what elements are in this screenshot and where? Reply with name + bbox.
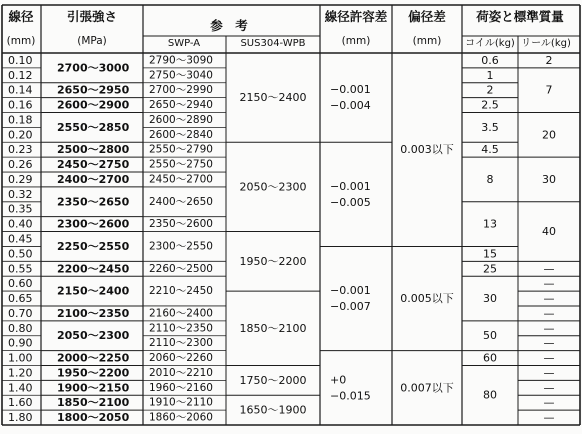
wire-diameter-cell: 0.18 (8, 113, 33, 127)
tensile-strength-cell: 2000～2250 (57, 351, 130, 365)
ovality-cell: 0.005以下 (400, 292, 454, 306)
swp-cell: 2650～2940 (149, 99, 213, 112)
swp-cell: 2110～2350 (149, 322, 213, 335)
wire-diameter-cell: 1.20 (8, 366, 33, 380)
reel-weight-cell: — (543, 396, 555, 410)
tolerance-upper: +0 (330, 373, 347, 387)
coil-weight-cell: 13 (483, 217, 497, 231)
swp-cell: 2300～2550 (149, 240, 213, 253)
tensile-strength-cell: 2350～2650 (57, 195, 130, 209)
swp-cell: 2700～2990 (149, 84, 213, 97)
swp-cell: 2400～2650 (149, 195, 213, 208)
tensile-strength-cell: 2100～2350 (57, 306, 130, 320)
swp-cell: 2790～3090 (149, 54, 213, 67)
wire-diameter-cell: 0.26 (8, 158, 33, 172)
sus-cell: 1650～1900 (239, 403, 307, 417)
swp-cell: 1910～2110 (149, 396, 213, 409)
header-package-weight: 荷姿と標準質量 (476, 9, 564, 24)
header-ref-sus: SUS304-WPB (240, 38, 306, 49)
swp-cell: 2600～2890 (149, 113, 213, 126)
wire-diameter-cell: 0.80 (8, 321, 33, 335)
swp-cell: 2010～2210 (149, 366, 213, 379)
header-tensile-strength: 引張強さ (66, 9, 118, 24)
tensile-strength-cell: 1950～2200 (57, 366, 130, 380)
tensile-strength-cell: 2500～2800 (57, 143, 130, 157)
wire-diameter-cell: 1.60 (8, 396, 33, 410)
sus-cell: 2050～2300 (239, 180, 307, 194)
swp-cell: 2600～2840 (149, 128, 213, 141)
coil-weight-cell: 15 (483, 247, 497, 261)
swp-cell: 2350～2600 (149, 218, 213, 231)
table-body (8, 54, 556, 424)
header-diameter-tolerance-unit: (mm) (341, 35, 371, 47)
sus-cell: 2150～2400 (239, 91, 307, 105)
tensile-strength-cell: 2700～3000 (57, 61, 130, 75)
reel-weight-cell: — (543, 262, 555, 276)
tensile-strength-cell: 1900～2150 (57, 381, 130, 395)
header-wire-diameter-unit: (mm) (6, 35, 36, 47)
swp-cell: 2060～2260 (149, 352, 213, 365)
wire-diameter-cell: 0.50 (8, 247, 33, 261)
swp-cell: 2450～2700 (149, 173, 213, 186)
coil-weight-cell: 2 (486, 83, 494, 97)
tolerance-upper: −0.001 (330, 83, 371, 97)
tensile-strength-cell: 2450～2750 (57, 158, 130, 172)
tolerance-upper: −0.001 (330, 179, 371, 193)
swp-cell: 2260～2500 (149, 262, 213, 275)
coil-weight-cell: 60 (483, 351, 497, 365)
sus-cell: 1750～2000 (239, 373, 307, 387)
coil-weight-cell: 1 (486, 68, 494, 82)
tensile-strength-cell: 2050～2300 (57, 329, 130, 343)
wire-diameter-cell: 0.32 (8, 187, 33, 201)
wire-diameter-cell: 0.29 (8, 172, 33, 186)
reel-weight-cell: — (543, 336, 555, 350)
tolerance-lower: −0.007 (330, 300, 371, 314)
header-ovality-unit: (mm) (412, 35, 442, 47)
wire-diameter-cell: 0.65 (8, 292, 33, 306)
wire-diameter-cell: 0.16 (8, 98, 33, 112)
wire-diameter-cell: 0.55 (8, 262, 33, 276)
header-coil: コイル(kg) (465, 38, 515, 49)
swp-cell: 1960～2160 (149, 381, 213, 394)
swp-cell: 2210～2450 (149, 285, 213, 298)
swp-cell: 2550～2750 (149, 158, 213, 171)
reel-weight-cell: — (543, 321, 555, 335)
reel-weight-cell: — (543, 381, 555, 395)
tensile-strength-cell: 2400～2700 (57, 172, 130, 186)
swp-cell: 1860～2060 (149, 411, 213, 424)
sus-cell: 1850～2100 (239, 321, 307, 335)
coil-weight-cell: 80 (483, 388, 497, 402)
tolerance-upper: −0.001 (330, 284, 371, 298)
wire-diameter-cell: 0.14 (8, 83, 33, 97)
wire-diameter-cell: 0.10 (8, 53, 33, 67)
reel-weight-cell: 40 (542, 225, 556, 239)
tolerance-lower: −0.004 (330, 99, 371, 113)
header-reel: リール(kg) (521, 38, 571, 49)
wire-diameter-cell: 0.35 (8, 202, 33, 216)
wire-diameter-cell: 0.40 (8, 217, 33, 231)
wire-diameter-cell: 1.80 (8, 411, 33, 425)
tensile-strength-cell: 2300～2600 (57, 217, 130, 231)
reel-weight-cell: 2 (545, 53, 553, 67)
tensile-strength-cell: 2650～2950 (57, 83, 130, 97)
wire-diameter-cell: 1.40 (8, 381, 33, 395)
coil-weight-cell: 3.5 (481, 120, 499, 134)
ovality-cell: 0.003以下 (400, 143, 454, 157)
header-tensile-strength-unit: (MPa) (77, 35, 107, 47)
tensile-strength-cell: 2600～2900 (57, 98, 130, 112)
wire-diameter-cell: 0.90 (8, 336, 33, 350)
reel-weight-cell: — (543, 366, 555, 380)
wire-diameter-cell: 0.45 (8, 232, 33, 246)
wire-diameter-cell: 1.00 (8, 351, 33, 365)
reel-weight-cell: — (543, 292, 555, 306)
tensile-strength-cell: 1850～2100 (57, 396, 130, 410)
reel-weight-cell: — (543, 306, 555, 320)
coil-weight-cell: 50 (483, 329, 497, 343)
swp-cell: 2110～2300 (149, 337, 213, 350)
reel-weight-cell: 7 (545, 83, 553, 97)
tensile-strength-cell: 2250～2550 (57, 239, 130, 253)
coil-weight-cell: 30 (483, 292, 497, 306)
tensile-strength-cell: 2200～2450 (57, 262, 130, 276)
coil-weight-cell: 0.6 (481, 53, 499, 67)
wire-diameter-cell: 0.70 (8, 306, 33, 320)
header-diameter-tolerance: 線径許容差 (324, 9, 388, 24)
tensile-strength-cell: 2150～2400 (57, 284, 130, 298)
reel-weight-cell: 30 (542, 172, 556, 186)
coil-weight-cell: 25 (483, 262, 497, 276)
reel-weight-cell: — (543, 411, 555, 425)
tolerance-lower: −0.005 (330, 195, 371, 209)
header-wire-diameter: 線径 (8, 9, 34, 24)
wire-diameter-cell: 0.20 (8, 128, 33, 142)
header-ref-swp: SWP-A (167, 38, 201, 49)
header-ovality: 偏径差 (408, 9, 446, 24)
swp-cell: 2750～3040 (149, 69, 213, 82)
coil-weight-cell: 8 (486, 172, 494, 186)
wire-diameter-cell: 0.60 (8, 277, 33, 291)
tensile-strength-cell: 1800～2050 (57, 411, 130, 425)
reel-weight-cell: — (543, 277, 555, 291)
header-reference: 参 考 (210, 18, 248, 33)
swp-cell: 2160～2400 (149, 307, 213, 320)
swp-cell: 2550～2790 (149, 143, 213, 156)
tolerance-lower: −0.015 (330, 389, 371, 403)
coil-weight-cell: 4.5 (481, 143, 499, 157)
tensile-strength-cell: 2550～2850 (57, 120, 130, 134)
sus-cell: 1950～2200 (239, 254, 307, 268)
reel-weight-cell: 20 (542, 128, 556, 142)
ovality-cell: 0.007以下 (400, 381, 454, 395)
wire-diameter-cell: 0.23 (8, 143, 33, 157)
coil-weight-cell: 2.5 (481, 98, 499, 112)
wire-diameter-cell: 0.12 (8, 68, 33, 82)
reel-weight-cell: — (543, 351, 555, 365)
